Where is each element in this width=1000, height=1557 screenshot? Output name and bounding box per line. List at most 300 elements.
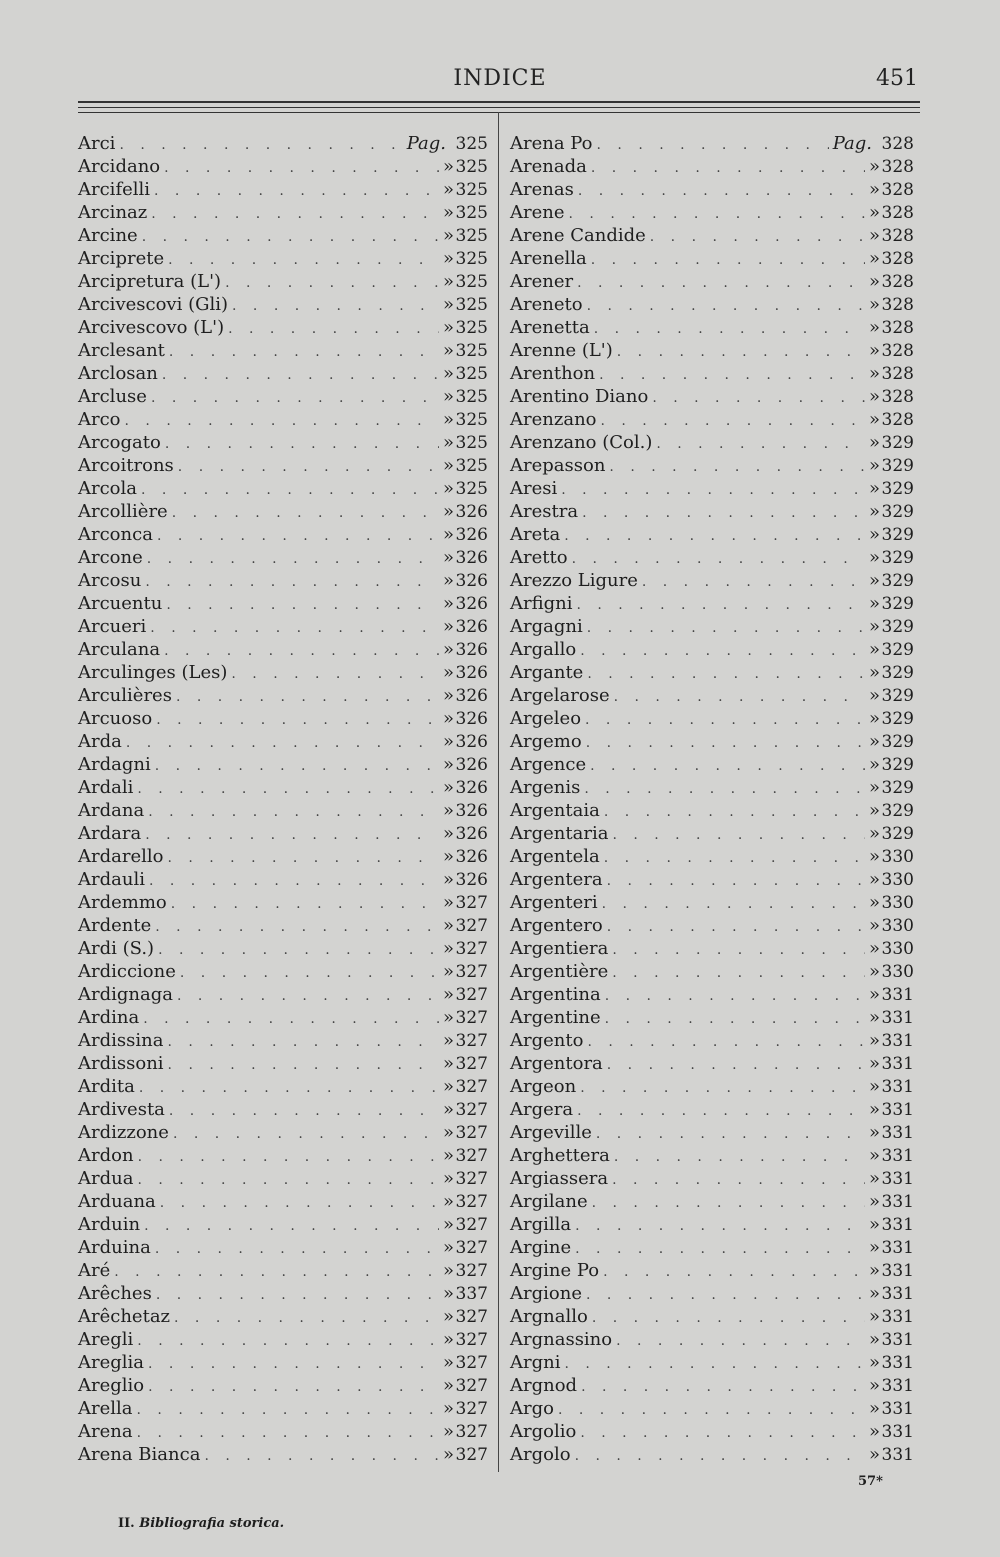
entry-page: 326 <box>455 801 488 821</box>
signature-line <box>118 1516 284 1531</box>
entry-name: Aresi <box>510 478 558 499</box>
dot-leader <box>564 525 865 548</box>
page-number: 451 <box>876 66 918 91</box>
entry-page: 328 <box>881 387 914 407</box>
index-entry <box>510 1190 914 1213</box>
index-entry <box>510 224 914 247</box>
entry-marker: » <box>442 1099 454 1120</box>
entry-marker: » <box>868 593 880 614</box>
entry-reference <box>443 1305 488 1329</box>
index-entry <box>510 1305 914 1328</box>
dot-leader <box>228 318 439 341</box>
index-entry <box>78 1167 488 1190</box>
dot-leader <box>612 939 865 962</box>
entry-page: 326 <box>455 755 488 775</box>
entry-marker: » <box>868 1030 880 1051</box>
entry-name: Argentiera <box>510 938 609 959</box>
index-entry <box>78 155 488 178</box>
entry-reference <box>443 431 488 455</box>
entry-marker: » <box>868 340 880 361</box>
entry-page: 325 <box>455 203 488 223</box>
entry-reference <box>443 1098 488 1122</box>
entry-name: Argine <box>510 1237 572 1258</box>
index-entry <box>78 661 488 684</box>
index-entry <box>78 753 488 776</box>
entry-reference <box>869 1029 914 1053</box>
index-entry <box>510 707 914 730</box>
entry-marker: » <box>868 616 880 637</box>
entry-name: Ardissoni <box>78 1053 164 1074</box>
entry-reference <box>869 1259 914 1283</box>
dot-leader <box>144 1215 439 1238</box>
dot-leader <box>142 226 439 249</box>
dot-leader <box>616 1330 865 1353</box>
entry-page: 325 <box>455 479 488 499</box>
entry-page: 325 <box>455 433 488 453</box>
entry-name: Arenada <box>510 156 587 177</box>
entry-page: 327 <box>455 1123 488 1143</box>
entry-marker: » <box>442 501 454 522</box>
dot-leader <box>580 1077 865 1100</box>
index-entry <box>510 868 914 891</box>
dot-leader <box>586 732 865 755</box>
entry-page: 331 <box>881 1445 914 1465</box>
entry-name: Argentina <box>510 984 601 1005</box>
dot-leader <box>139 1077 439 1100</box>
entry-page: 325 <box>455 387 488 407</box>
dot-leader <box>155 755 439 778</box>
signature-title: Bibliografia storica. <box>139 1516 285 1531</box>
dot-leader <box>178 456 439 479</box>
dot-leader <box>164 640 439 663</box>
index-entry <box>510 1374 914 1397</box>
entry-marker: » <box>868 1260 880 1281</box>
entry-page: 329 <box>881 778 914 798</box>
index-entry <box>78 615 488 638</box>
entry-name: Argera <box>510 1099 574 1120</box>
entry-name: Arcivescovi (Gli) <box>78 294 229 315</box>
index-entry <box>510 293 914 316</box>
dot-leader <box>582 502 865 525</box>
entry-marker: » <box>442 1352 454 1373</box>
index-entry <box>510 1351 914 1374</box>
entry-name: Arêchetaz <box>78 1306 171 1327</box>
entry-reference <box>443 776 488 800</box>
entry-page: 327 <box>455 1399 488 1419</box>
entry-marker: » <box>442 1444 454 1465</box>
entry-page: 326 <box>455 640 488 660</box>
index-entry <box>510 362 914 385</box>
entry-marker: » <box>442 869 454 890</box>
dot-leader <box>587 1031 865 1054</box>
entry-page: 329 <box>881 525 914 545</box>
entry-page: 331 <box>881 1008 914 1028</box>
dot-leader <box>138 1146 439 1169</box>
dot-leader <box>137 778 439 801</box>
entry-page: 326 <box>455 571 488 591</box>
entry-reference <box>869 1167 914 1191</box>
entry-marker: » <box>442 1122 454 1143</box>
entry-reference <box>869 431 914 455</box>
entry-marker: » <box>442 386 454 407</box>
entry-reference <box>443 730 488 754</box>
entry-name: Ardignaga <box>78 984 173 1005</box>
entry-name: Arculières <box>78 685 172 706</box>
entry-reference <box>869 1052 914 1076</box>
entry-reference <box>869 339 914 363</box>
entry-name: Arcosu <box>78 570 142 591</box>
entry-reference <box>869 477 914 501</box>
entry-marker: » <box>442 363 454 384</box>
page-title: INDICE <box>453 66 547 91</box>
dot-leader <box>575 1215 865 1238</box>
entry-reference <box>443 707 488 731</box>
entry-marker: » <box>442 754 454 775</box>
entry-marker: » <box>442 225 454 246</box>
entry-page: 328 <box>881 203 914 223</box>
dot-leader <box>592 1307 865 1330</box>
entry-marker: » <box>442 570 454 591</box>
index-entry <box>510 661 914 684</box>
index-entry <box>510 937 914 960</box>
entry-reference <box>869 270 914 294</box>
entry-name: Ardarello <box>78 846 164 867</box>
entry-name: Argenis <box>510 777 581 798</box>
entry-marker: » <box>442 1375 454 1396</box>
entry-page: 326 <box>455 847 488 867</box>
dot-leader <box>176 686 439 709</box>
entry-name: Arcuentu <box>78 593 163 614</box>
entry-reference <box>443 201 488 225</box>
entry-reference <box>443 638 488 662</box>
index-entry <box>78 638 488 661</box>
index-entry <box>510 1167 914 1190</box>
entry-name: Argenteri <box>510 892 598 913</box>
entry-name: Ardagni <box>78 754 151 775</box>
entry-marker: » <box>868 662 880 683</box>
entry-reference <box>443 523 488 547</box>
entry-reference <box>869 293 914 317</box>
entry-reference <box>443 270 488 294</box>
entry-page: 326 <box>455 686 488 706</box>
entry-reference <box>443 753 488 777</box>
entry-name: Arcuoso <box>78 708 153 729</box>
index-entry <box>510 1213 914 1236</box>
sheet-mark: 57* <box>858 1474 883 1489</box>
entry-page: 327 <box>455 1422 488 1442</box>
header-rule-thick <box>78 101 920 103</box>
entry-marker: » <box>442 915 454 936</box>
entry-name: Argnod <box>510 1375 578 1396</box>
entry-name: Argolo <box>510 1444 571 1465</box>
dot-leader <box>156 1284 439 1307</box>
entry-name: Arenzano <box>510 409 597 430</box>
entry-reference <box>443 546 488 570</box>
entry-name: Arella <box>78 1398 133 1419</box>
index-entry <box>510 339 914 362</box>
entry-name: Arenthon <box>510 363 596 384</box>
entry-name: Argolio <box>510 1421 577 1442</box>
entry-page: 327 <box>455 1238 488 1258</box>
entry-marker: » <box>442 248 454 269</box>
index-entry <box>78 1075 488 1098</box>
entry-marker: » <box>442 731 454 752</box>
entry-reference <box>443 339 488 363</box>
entry-reference <box>869 615 914 639</box>
index-entry <box>510 1052 914 1075</box>
dot-leader <box>232 295 439 318</box>
entry-name: Arcivescovo (L') <box>78 317 225 338</box>
index-entry <box>78 293 488 316</box>
dot-leader <box>604 801 865 824</box>
entry-reference <box>443 1075 488 1099</box>
entry-name: Ardara <box>78 823 142 844</box>
entry-page: 329 <box>881 801 914 821</box>
entry-page: 331 <box>881 1238 914 1258</box>
index-entry <box>78 1282 488 1305</box>
entry-page: 331 <box>881 1123 914 1143</box>
entry-marker: » <box>442 271 454 292</box>
entry-name: Argemo <box>510 731 582 752</box>
entry-reference <box>443 155 488 179</box>
index-entry <box>78 1397 488 1420</box>
entry-reference <box>443 1259 488 1283</box>
entry-reference <box>443 454 488 478</box>
entry-name: Ardi (S.) <box>78 938 155 959</box>
entry-name: Ardemmo <box>78 892 167 913</box>
entry-name: Argentora <box>510 1053 603 1074</box>
entry-page: 327 <box>455 1261 488 1281</box>
entry-name: Arêches <box>78 1283 152 1304</box>
entry-marker: » <box>868 1306 880 1327</box>
index-entry <box>510 1236 914 1259</box>
entry-name: Ardana <box>78 800 145 821</box>
dot-leader <box>158 939 439 962</box>
index-entry <box>78 385 488 408</box>
entry-name: Arcueri <box>78 616 147 637</box>
entry-marker: » <box>868 156 880 177</box>
entry-page: 325 <box>455 318 488 338</box>
entry-name: Arcine <box>78 225 138 246</box>
index-entry <box>78 132 488 155</box>
index-entry <box>510 615 914 638</box>
entry-reference <box>407 132 488 156</box>
dot-leader <box>155 916 439 939</box>
entry-page: 326 <box>455 778 488 798</box>
entry-marker: » <box>868 1053 880 1074</box>
entry-name: Ardita <box>78 1076 135 1097</box>
dot-leader <box>642 571 865 594</box>
entry-name: Arcollière <box>78 501 168 522</box>
entry-reference <box>869 569 914 593</box>
dot-leader <box>612 962 865 985</box>
entry-name: Argagni <box>510 616 583 637</box>
entry-marker: » <box>868 892 880 913</box>
index-entry <box>78 1029 488 1052</box>
index-entry <box>510 500 914 523</box>
index-entry <box>510 1098 914 1121</box>
dot-leader <box>584 778 865 801</box>
entry-name: Argnallo <box>510 1306 588 1327</box>
entry-marker: » <box>442 317 454 338</box>
index-entry <box>78 1420 488 1443</box>
entry-name: Arculinges (Les) <box>78 662 228 683</box>
entry-page: 331 <box>881 1399 914 1419</box>
entry-name: Arcifelli <box>78 179 151 200</box>
entry-page: 337 <box>455 1284 488 1304</box>
entry-page: 327 <box>455 1307 488 1327</box>
dot-leader <box>165 433 439 456</box>
entry-name: Arenella <box>510 248 587 269</box>
entry-name: Argiassera <box>510 1168 609 1189</box>
entry-page: 331 <box>881 985 914 1005</box>
entry-page: 329 <box>881 617 914 637</box>
entry-name: Arcogato <box>78 432 161 453</box>
entry-name: Argeon <box>510 1076 577 1097</box>
entry-marker: » <box>868 225 880 246</box>
index-entry <box>510 270 914 293</box>
entry-reference <box>443 799 488 823</box>
dot-leader <box>581 1376 865 1399</box>
entry-reference <box>443 500 488 524</box>
dot-leader <box>569 203 865 226</box>
entry-page: 331 <box>881 1261 914 1281</box>
index-entry <box>78 362 488 385</box>
index-entry <box>510 776 914 799</box>
entry-name: Arcola <box>78 478 138 499</box>
dot-leader <box>572 548 865 571</box>
entry-page: 329 <box>881 755 914 775</box>
entry-marker: » <box>868 869 880 890</box>
entry-page: 331 <box>881 1284 914 1304</box>
index-entry <box>78 822 488 845</box>
entry-reference <box>869 1443 914 1467</box>
entry-page: 329 <box>881 479 914 499</box>
entry-reference <box>869 960 914 984</box>
dot-leader <box>587 663 865 686</box>
entry-name: Arena <box>78 1421 133 1442</box>
entry-reference <box>443 615 488 639</box>
index-entry <box>510 1282 914 1305</box>
index-entry <box>78 891 488 914</box>
entry-marker: » <box>868 1283 880 1304</box>
entry-marker: » <box>868 1214 880 1235</box>
entry-name: Arene Candide <box>510 225 646 246</box>
entry-name: Argentaria <box>510 823 609 844</box>
entry-reference <box>443 224 488 248</box>
entry-reference <box>869 983 914 1007</box>
index-entry <box>78 983 488 1006</box>
entry-marker: » <box>442 1191 454 1212</box>
index-entry <box>78 270 488 293</box>
entry-page: 325 <box>455 272 488 292</box>
entry-reference <box>869 684 914 708</box>
entry-reference <box>443 960 488 984</box>
index-entry <box>510 1259 914 1282</box>
index-entry <box>510 546 914 569</box>
index-entry <box>510 155 914 178</box>
entry-reference <box>443 891 488 915</box>
entry-name: Argentaia <box>510 800 600 821</box>
entry-marker: » <box>442 823 454 844</box>
dot-leader <box>162 364 439 387</box>
entry-reference <box>869 1351 914 1375</box>
entry-page: 325 <box>455 410 488 430</box>
index-entry <box>78 569 488 592</box>
dot-leader <box>617 341 865 364</box>
index-entry <box>78 1328 488 1351</box>
index-entry <box>510 845 914 868</box>
entry-page: 331 <box>881 1215 914 1235</box>
entry-page: 328 <box>881 318 914 338</box>
dot-leader <box>603 1261 865 1284</box>
dot-leader <box>580 1422 865 1445</box>
index-entry <box>510 730 914 753</box>
entry-reference <box>443 178 488 202</box>
entry-name: Argnassino <box>510 1329 613 1350</box>
index-entry <box>510 914 914 937</box>
entry-marker: » <box>442 984 454 1005</box>
dot-leader <box>594 318 865 341</box>
index-entry <box>510 385 914 408</box>
dot-leader <box>231 663 439 686</box>
entry-name: Arena Bianca <box>78 1444 201 1465</box>
entry-marker: » <box>868 179 880 200</box>
entry-marker: » <box>442 1168 454 1189</box>
dot-leader <box>575 1445 865 1468</box>
dot-leader <box>599 364 865 387</box>
index-entry <box>510 983 914 1006</box>
entry-marker: » <box>442 639 454 660</box>
index-entry <box>78 960 488 983</box>
dot-leader <box>576 594 865 617</box>
index-entry <box>78 707 488 730</box>
entry-marker: » <box>868 202 880 223</box>
index-entry <box>510 753 914 776</box>
index-entry <box>510 408 914 431</box>
entry-page: 325 <box>455 456 488 476</box>
entry-marker: » <box>442 593 454 614</box>
entry-reference <box>443 1006 488 1030</box>
entry-page: 328 <box>881 134 914 154</box>
entry-name: Arduana <box>78 1191 156 1212</box>
index-entry <box>78 431 488 454</box>
entry-page: 328 <box>881 157 914 177</box>
entry-reference <box>869 224 914 248</box>
entry-marker: » <box>868 1329 880 1350</box>
index-entry <box>78 868 488 891</box>
index-entry <box>510 431 914 454</box>
entry-page: 327 <box>455 1031 488 1051</box>
entry-page: 330 <box>881 916 914 936</box>
entry-marker: » <box>868 1099 880 1120</box>
entry-reference <box>443 1374 488 1398</box>
entry-name: Ardizzone <box>78 1122 169 1143</box>
entry-marker: » <box>442 1306 454 1327</box>
dot-leader <box>177 985 439 1008</box>
dot-leader <box>180 962 439 985</box>
entry-marker: » <box>442 708 454 729</box>
entry-name: Argante <box>510 662 584 683</box>
entry-reference <box>443 1167 488 1191</box>
entry-page: 331 <box>881 1054 914 1074</box>
entry-name: Arconca <box>78 524 153 545</box>
entry-marker: » <box>868 961 880 982</box>
entry-page: 331 <box>881 1307 914 1327</box>
entry-reference <box>443 983 488 1007</box>
entry-marker: » <box>868 409 880 430</box>
entry-marker: » <box>868 938 880 959</box>
